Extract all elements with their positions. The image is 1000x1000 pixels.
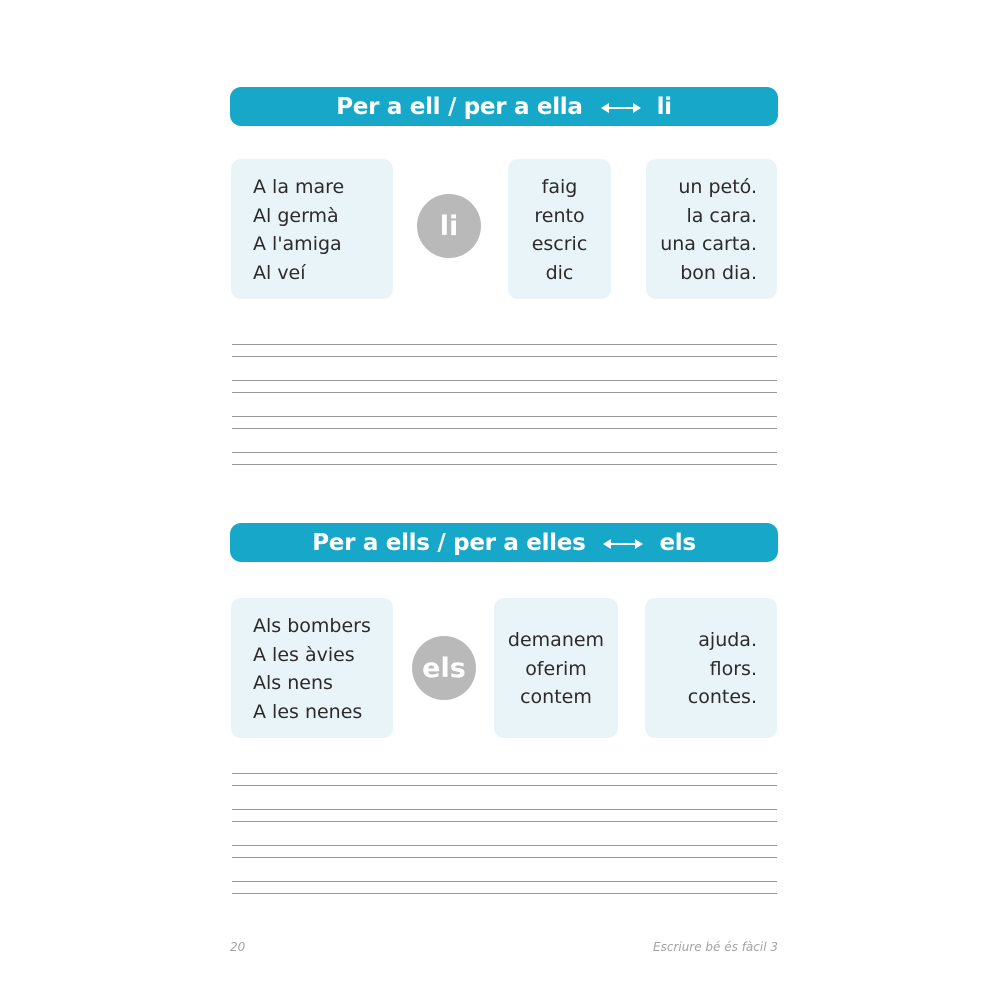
page-number: 20 xyxy=(230,940,246,954)
writing-line xyxy=(232,773,777,774)
writing-line xyxy=(232,464,777,465)
verb-item: contem xyxy=(520,686,592,708)
subject-item: Als nens xyxy=(253,672,333,694)
section-1-pronoun-badge: li xyxy=(417,194,481,258)
object-item: flors. xyxy=(709,657,757,680)
double-arrow-icon xyxy=(603,538,643,550)
writing-line xyxy=(232,380,777,381)
section-2-subjects-box xyxy=(231,598,393,738)
writing-line xyxy=(232,452,777,453)
section-2-objects-box xyxy=(645,598,777,738)
section-1-title: Per a ell / per a ella xyxy=(336,93,583,120)
section-2-pronoun-title: els xyxy=(659,529,696,556)
section-1-banner xyxy=(230,87,778,126)
object-item: una carta. xyxy=(660,233,757,255)
writing-line xyxy=(232,857,777,858)
verb-item: escric xyxy=(531,233,588,255)
writing-line xyxy=(232,785,777,786)
subject-item: A la mare xyxy=(253,176,345,198)
writing-line xyxy=(232,356,777,357)
subject-item: Als bombers xyxy=(253,615,371,637)
object-item: contes. xyxy=(687,686,757,708)
verb-item: demanem xyxy=(507,629,605,651)
writing-line xyxy=(232,416,777,417)
subject-item: A l'amiga xyxy=(253,233,342,255)
object-item: bon dia. xyxy=(680,261,757,284)
double-arrow-icon xyxy=(601,102,641,114)
writing-line xyxy=(232,881,777,882)
section-1-pronoun-title: li xyxy=(656,93,672,120)
section-1-subjects-box xyxy=(231,159,393,299)
section-2-pronoun-badge: els xyxy=(412,636,476,700)
verb-item: dic xyxy=(545,261,574,284)
section-1-objects-box xyxy=(646,159,777,299)
object-item: un petó. xyxy=(678,176,757,198)
section-2-verbs-box xyxy=(494,598,618,738)
writing-line xyxy=(232,428,777,429)
verb-item: rento xyxy=(534,204,585,227)
object-item: la cara. xyxy=(686,204,757,227)
section-1-verbs-box xyxy=(508,159,611,299)
section-2-title: Per a ells / per a elles xyxy=(312,529,586,556)
writing-line xyxy=(232,392,777,393)
writing-line xyxy=(232,809,777,810)
subject-item: Al veí xyxy=(253,261,306,284)
book-title: Escriure bé és fàcil 3 xyxy=(653,940,778,954)
writing-line xyxy=(232,845,777,846)
writing-line xyxy=(232,344,777,345)
subject-item: A les nenes xyxy=(253,700,363,723)
object-item: ajuda. xyxy=(698,629,757,651)
subject-item: A les àvies xyxy=(253,643,355,666)
writing-line xyxy=(232,821,777,822)
writing-line xyxy=(232,893,777,894)
section-2-banner xyxy=(230,523,778,562)
subject-item: Al germà xyxy=(253,204,339,227)
verb-item: oferim xyxy=(525,657,587,680)
verb-item: faig xyxy=(541,176,578,198)
